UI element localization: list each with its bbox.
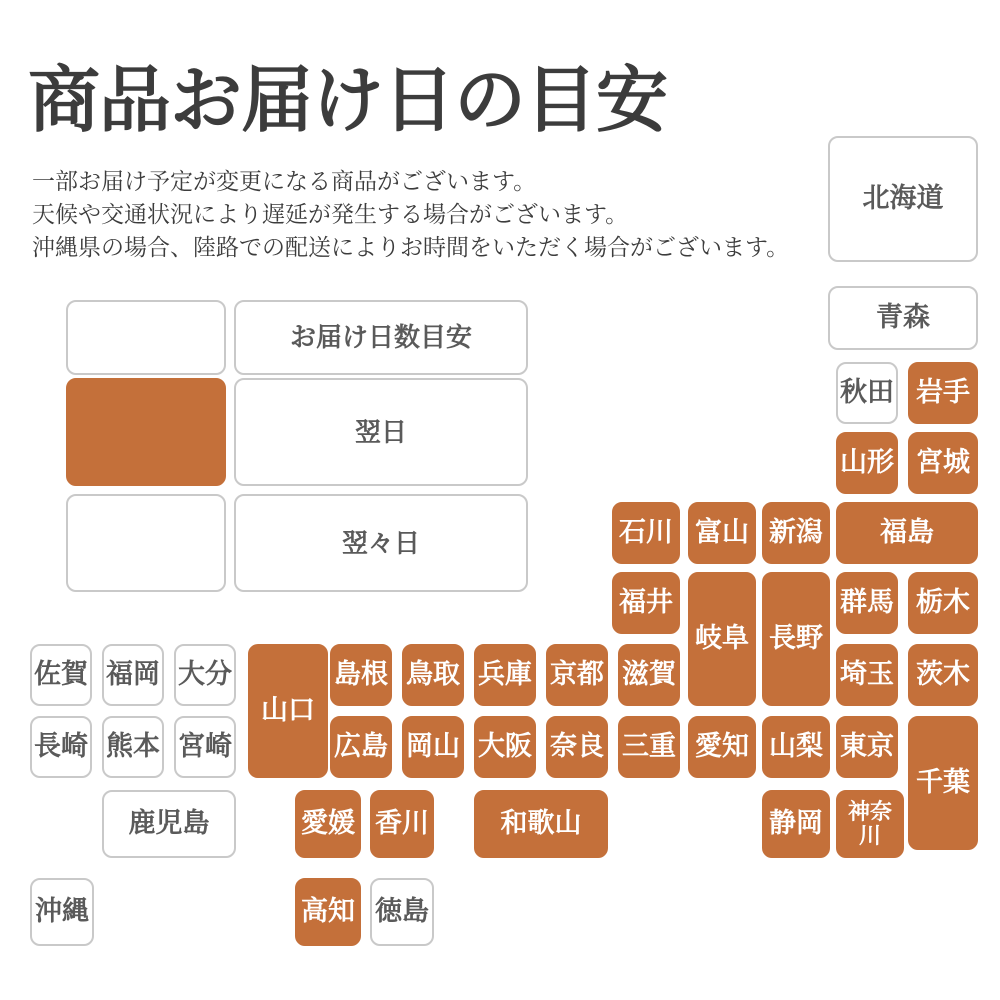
map-tile-fukuoka[interactable]: 福岡 bbox=[102, 644, 164, 706]
map-tile-gifu[interactable]: 岐阜 bbox=[688, 572, 756, 706]
map-tile-aomori[interactable]: 青森 bbox=[828, 286, 978, 350]
legend-header-label: お届け日数目安 bbox=[234, 300, 528, 375]
map-tile-toyama[interactable]: 富山 bbox=[688, 502, 756, 564]
map-tile-kagawa[interactable]: 香川 bbox=[370, 790, 434, 858]
map-tile-kyoto[interactable]: 京都 bbox=[546, 644, 608, 706]
map-tile-saitama[interactable]: 埼玉 bbox=[836, 644, 898, 706]
map-tile-miyagi[interactable]: 宮城 bbox=[908, 432, 978, 494]
notes-block bbox=[32, 165, 789, 264]
map-tile-chiba[interactable]: 千葉 bbox=[908, 716, 978, 850]
map-tile-kanagawa[interactable]: 神奈川 bbox=[836, 790, 904, 858]
map-tile-hyogo[interactable]: 兵庫 bbox=[474, 644, 536, 706]
map-tile-tochigi[interactable]: 栃木 bbox=[908, 572, 978, 634]
map-tile-nara[interactable]: 奈良 bbox=[546, 716, 608, 778]
legend-header-swatch bbox=[66, 300, 226, 375]
map-tile-kumamoto[interactable]: 熊本 bbox=[102, 716, 164, 778]
map-tile-kagoshima[interactable]: 鹿児島 bbox=[102, 790, 236, 858]
legend-swatch-next-day bbox=[66, 378, 226, 486]
map-tile-tottori[interactable]: 鳥取 bbox=[402, 644, 464, 706]
map-tile-hiroshima[interactable]: 広島 bbox=[330, 716, 392, 778]
legend-swatch-two-days bbox=[66, 494, 226, 592]
map-tile-shiga[interactable]: 滋賀 bbox=[618, 644, 680, 706]
note-line-3: 沖縄県の場合、陸路での配送によりお時間をいただく場合がございます。 bbox=[32, 234, 790, 260]
map-tile-tokyo[interactable]: 東京 bbox=[836, 716, 898, 778]
map-tile-aichi[interactable]: 愛知 bbox=[688, 716, 756, 778]
legend-label-two-days: 翌々日 bbox=[234, 494, 528, 592]
map-tile-akita[interactable]: 秋田 bbox=[836, 362, 898, 424]
legend-label-next-day: 翌日 bbox=[234, 378, 528, 486]
map-tile-fukui[interactable]: 福井 bbox=[612, 572, 680, 634]
map-tile-yamagata[interactable]: 山形 bbox=[836, 432, 898, 494]
map-tile-ishikawa[interactable]: 石川 bbox=[612, 502, 680, 564]
map-tile-okayama[interactable]: 岡山 bbox=[402, 716, 464, 778]
map-tile-nagano[interactable]: 長野 bbox=[762, 572, 830, 706]
map-tile-tokushima[interactable]: 徳島 bbox=[370, 878, 434, 946]
map-tile-nagasaki[interactable]: 長崎 bbox=[30, 716, 92, 778]
map-tile-hokkaido[interactable]: 北海道 bbox=[828, 136, 978, 262]
map-tile-osaka[interactable]: 大阪 bbox=[474, 716, 536, 778]
map-tile-yamaguchi[interactable]: 山口 bbox=[248, 644, 328, 778]
map-tile-ehime[interactable]: 愛媛 bbox=[295, 790, 361, 858]
map-tile-shimane[interactable]: 島根 bbox=[330, 644, 392, 706]
map-tile-wakayama[interactable]: 和歌山 bbox=[474, 790, 608, 858]
note-line-1: 一部お届け予定が変更になる商品がございます。 bbox=[32, 168, 537, 194]
map-tile-saga[interactable]: 佐賀 bbox=[30, 644, 92, 706]
map-tile-ibaraki[interactable]: 茨木 bbox=[908, 644, 978, 706]
map-tile-gunma[interactable]: 群馬 bbox=[836, 572, 898, 634]
note-line-2: 天候や交通状況により遅延が発生する場合がございます。 bbox=[32, 201, 629, 227]
map-tile-fukushima[interactable]: 福島 bbox=[836, 502, 978, 564]
map-tile-shizuoka[interactable]: 静岡 bbox=[762, 790, 830, 858]
map-tile-kochi[interactable]: 高知 bbox=[295, 878, 361, 946]
map-tile-okinawa[interactable]: 沖縄 bbox=[30, 878, 94, 946]
map-tile-oita[interactable]: 大分 bbox=[174, 644, 236, 706]
map-tile-miyazaki[interactable]: 宮崎 bbox=[174, 716, 236, 778]
map-tile-niigata[interactable]: 新潟 bbox=[762, 502, 830, 564]
map-tile-mie[interactable]: 三重 bbox=[618, 716, 680, 778]
page-title: 商品お届け日の目安 bbox=[28, 61, 668, 141]
map-tile-iwate[interactable]: 岩手 bbox=[908, 362, 978, 424]
map-tile-yamanashi[interactable]: 山梨 bbox=[762, 716, 830, 778]
